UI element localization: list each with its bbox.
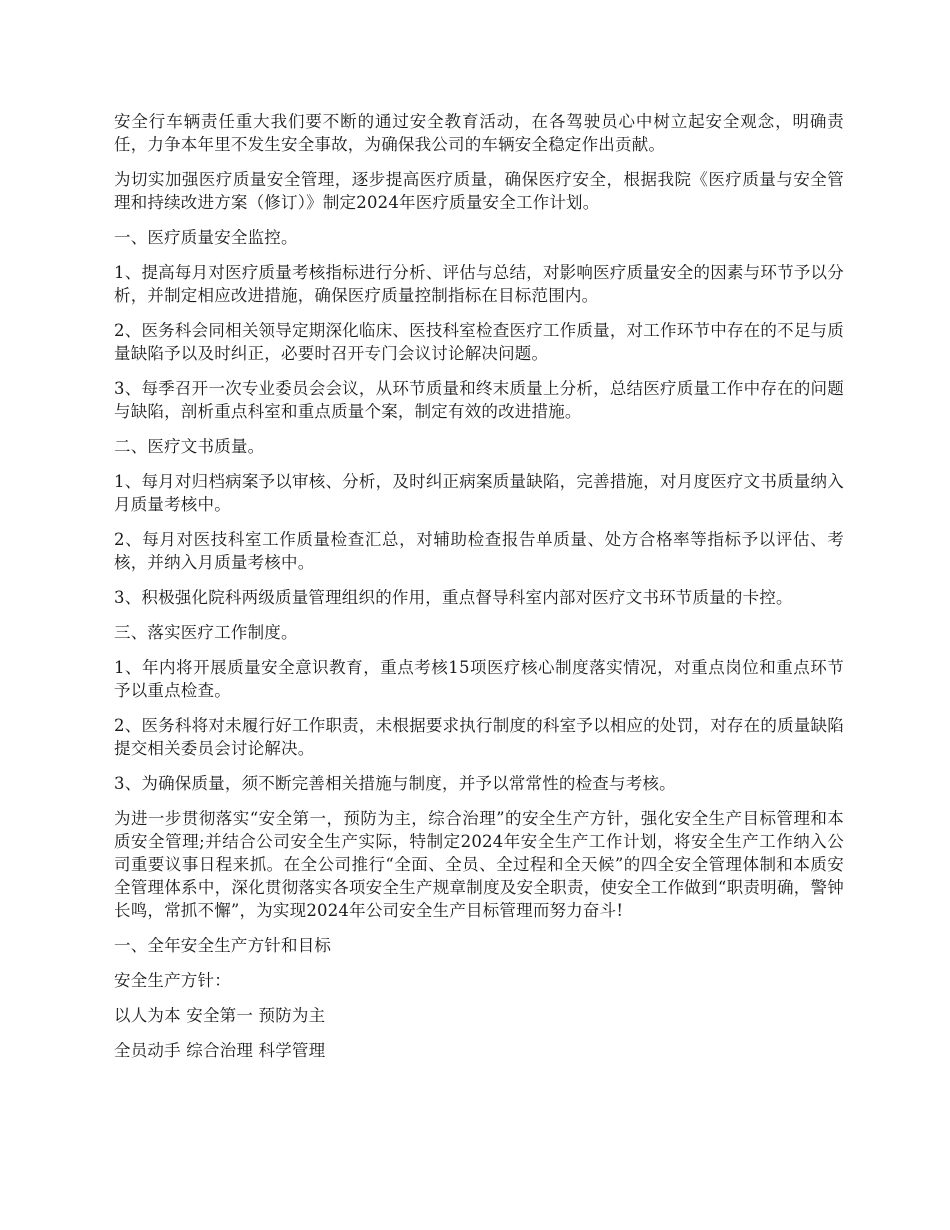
paragraph-production-safety-plan: 为进一步贯彻落实“安全第一，预防为主，综合治理”的安全生产方针，强化安全生产目标管理和本质安全管理;并结合公司安全生产实际，特制定2024年安全生产工作计划，将安全生产工作纳入公司重要议事日程来抓。在全公司推行“全面、全员、全过程和全天候”的四全安全管理体制和本质安全管理体系中，深化贯彻落实各项安全生产规章制度及安全职责，使安全工作做到“职责明确，警钟长鸣，常抓不懈”，为实现2024年公司安全生产目标管理而努力奋斗! bbox=[114, 809, 844, 920]
policy-line-1: 以人为本 安全第一 预防为主 bbox=[114, 1006, 326, 1025]
list-item-documents-2: 2、每月对医技科室工作质量检查汇总，对辅助检查报告单质量、处方合格率等指标予以评估、考核，并纳入月质量考核中。 bbox=[114, 530, 844, 572]
policy-label: 安全生产方针： bbox=[114, 971, 231, 990]
paragraph-intro-vehicle-safety: 安全行车辆责任重大我们要不断的通过安全教育活动，在各驾驶员心中树立起安全观念，明确责任，力争本年里不发生安全事故，为确保我公司的车辆安全稳定作出贡献。 bbox=[114, 112, 844, 154]
list-item-system-2: 2、医务科将对未履行好工作职责，未根据要求执行制度的科室予以相应的处罚，对存在的质量缺陷提交相关委员会讨论解决。 bbox=[114, 716, 844, 758]
list-item-documents-1: 1、每月对归档病案予以审核、分析，及时纠正病案质量缺陷，完善措施，对月度医疗文书质量纳入月质量考核中。 bbox=[114, 472, 844, 514]
section-heading-annual-policy: 一、全年安全生产方针和目标 bbox=[114, 936, 332, 955]
list-item-system-1: 1、年内将开展质量安全意识教育，重点考核15项医疗核心制度落实情况，对重点岗位和重点环节予以重点检查。 bbox=[114, 658, 844, 700]
list-item-documents-3: 3、积极强化院科两级质量管理组织的作用，重点督导科室内部对医疗文书环节质量的卡控。 bbox=[114, 588, 793, 607]
document-body bbox=[114, 110, 844, 1074]
section-heading-medical-documents: 二、医疗文书质量。 bbox=[114, 437, 265, 456]
list-item-monitoring-2: 2、医务科会同相关领导定期深化临床、医技科室检查医疗工作质量，对工作环节中存在的不足与质量缺陷予以及时纠正，必要时召开专门会议讨论解决问题。 bbox=[114, 321, 844, 363]
list-item-system-3: 3、为确保质量，须不断完善相关措施与制度，并予以常常性的检查与考核。 bbox=[114, 774, 676, 793]
paragraph-medical-plan-intro: 为切实加强医疗质量安全管理，逐步提高医疗质量，确保医疗安全，根据我院《医疗质量与安全管理和持续改进方案（修订）》制定2024年医疗质量安全工作计划。 bbox=[114, 170, 844, 212]
policy-line-2: 全员动手 综合治理 科学管理 bbox=[114, 1041, 326, 1060]
section-heading-quality-monitoring: 一、医疗质量安全监控。 bbox=[114, 228, 298, 247]
list-item-monitoring-1: 1、提高每月对医疗质量考核指标进行分析、评估与总结，对影响医疗质量安全的因素与环节予以分析，并制定相应改进措施，确保医疗质量控制指标在目标范围内。 bbox=[114, 263, 844, 305]
section-heading-work-system: 三、落实医疗工作制度。 bbox=[114, 623, 298, 642]
list-item-monitoring-3: 3、每季召开一次专业委员会会议，从环节质量和终末质量上分析，总结医疗质量工作中存在的问题与缺陷，剖析重点科室和重点质量个案，制定有效的改进措施。 bbox=[114, 379, 844, 421]
